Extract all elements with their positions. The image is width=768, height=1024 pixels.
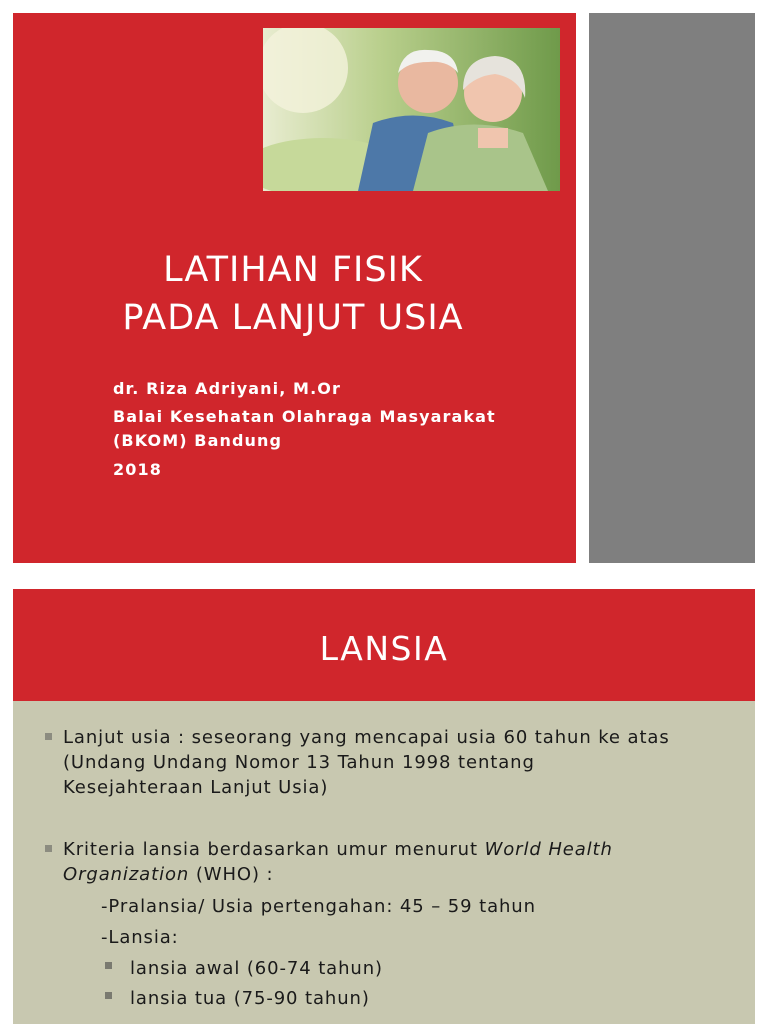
sub-bullet-square-icon (105, 992, 112, 999)
bullet1-line2: (Undang Undang Nomor 13 Tahun 1998 tentang (63, 752, 535, 773)
lansia-item-2: lansia tua (75-90 tahun) (130, 988, 370, 1009)
title-line-2: PADA LANJUT USIA (122, 298, 464, 338)
content-slide (13, 589, 755, 1024)
bullet2-italic-2: Organization (63, 864, 190, 885)
lansia-item-1: lansia awal (60-74 tahun) (130, 958, 383, 979)
elderly-couple-photo (263, 28, 560, 191)
decorative-divider (576, 126, 589, 136)
bullet-square-icon (45, 845, 52, 852)
sub-bullet-square-icon (105, 962, 112, 969)
presentation-title (73, 246, 513, 342)
title-slide-gray-panel (589, 13, 755, 563)
presentation-year: 2018 (113, 460, 162, 479)
bullet1-line3: Kesejahteraan Lanjut Usia) (63, 777, 329, 798)
slide-body (13, 589, 755, 1024)
sub-item-lansia: -Lansia: (101, 927, 179, 948)
bullet2-prefix: Kriteria lansia berdasarkan umur menurut (63, 839, 485, 860)
bullet1-line1: Lanjut usia : seseorang yang mencapai usia 60 tahun ke atas (63, 727, 670, 748)
bullet2-italic-1: World Health (484, 839, 613, 860)
title-slide (13, 13, 755, 563)
bullet2-line2 (63, 862, 273, 887)
slide-title: LANSIA (319, 629, 449, 668)
bullet2-suffix: (WHO) : (189, 864, 274, 885)
bullet2-line1 (63, 837, 613, 862)
author-name: dr. Riza Adriyani, M.Or (113, 379, 341, 398)
institution-line-2: (BKOM) Bandung (113, 431, 283, 450)
sub-item-pralansia: -Pralansia/ Usia pertengahan: 45 – 59 tahun (101, 896, 536, 917)
institution-line-1: Balai Kesehatan Olahraga Masyarakat (113, 407, 496, 426)
title-line-1: LATIHAN FISIK (163, 250, 423, 290)
presentation-subtitle (113, 377, 563, 482)
